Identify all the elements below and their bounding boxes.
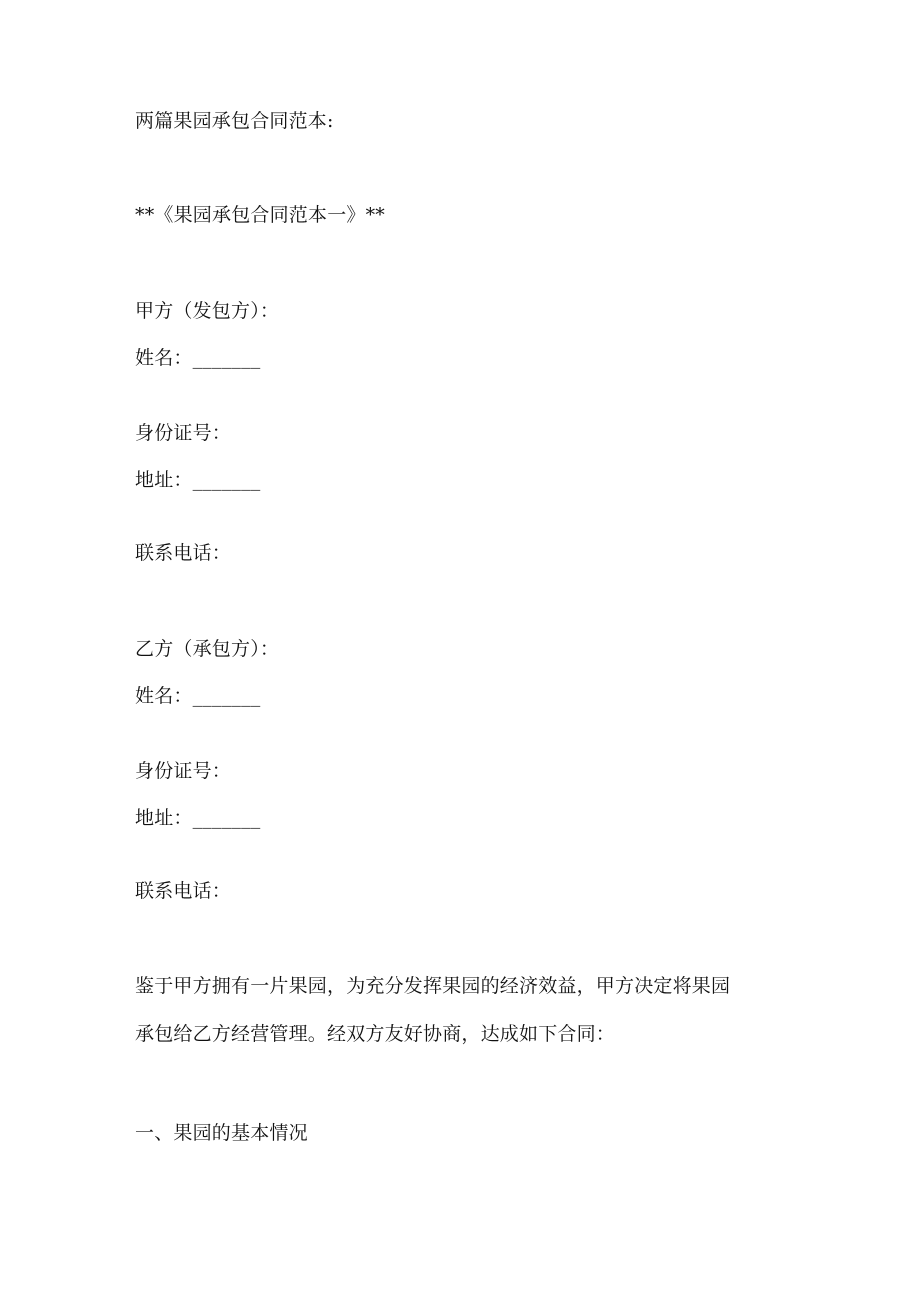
document-heading: 两篇果园承包合同范本: — [135, 110, 334, 132]
party-a-name-field: 姓名：_______ — [135, 347, 261, 369]
preamble-line-1: 鉴于甲方拥有一片果园，为充分发挥果园的经济效益，甲方决定将果园 — [135, 975, 731, 997]
party-b-id-field: 身份证号： — [135, 760, 232, 782]
party-b-label: 乙方（承包方）： — [135, 638, 280, 660]
party-a-id-field: 身份证号： — [135, 422, 232, 444]
contract-title: **《果园承包合同范本一》** — [135, 204, 386, 226]
party-b-phone-field: 联系电话： — [135, 880, 232, 902]
section-1-title: 一、果园的基本情况 — [135, 1122, 308, 1144]
preamble-line-2: 承包给乙方经营管理。经双方友好协商，达成如下合同： — [135, 1023, 616, 1045]
party-a-label: 甲方（发包方）： — [135, 300, 280, 322]
party-b-name-field: 姓名：_______ — [135, 685, 261, 707]
party-a-address-field: 地址：_______ — [135, 469, 261, 491]
party-a-phone-field: 联系电话： — [135, 542, 232, 564]
party-b-address-field: 地址：_______ — [135, 807, 261, 829]
